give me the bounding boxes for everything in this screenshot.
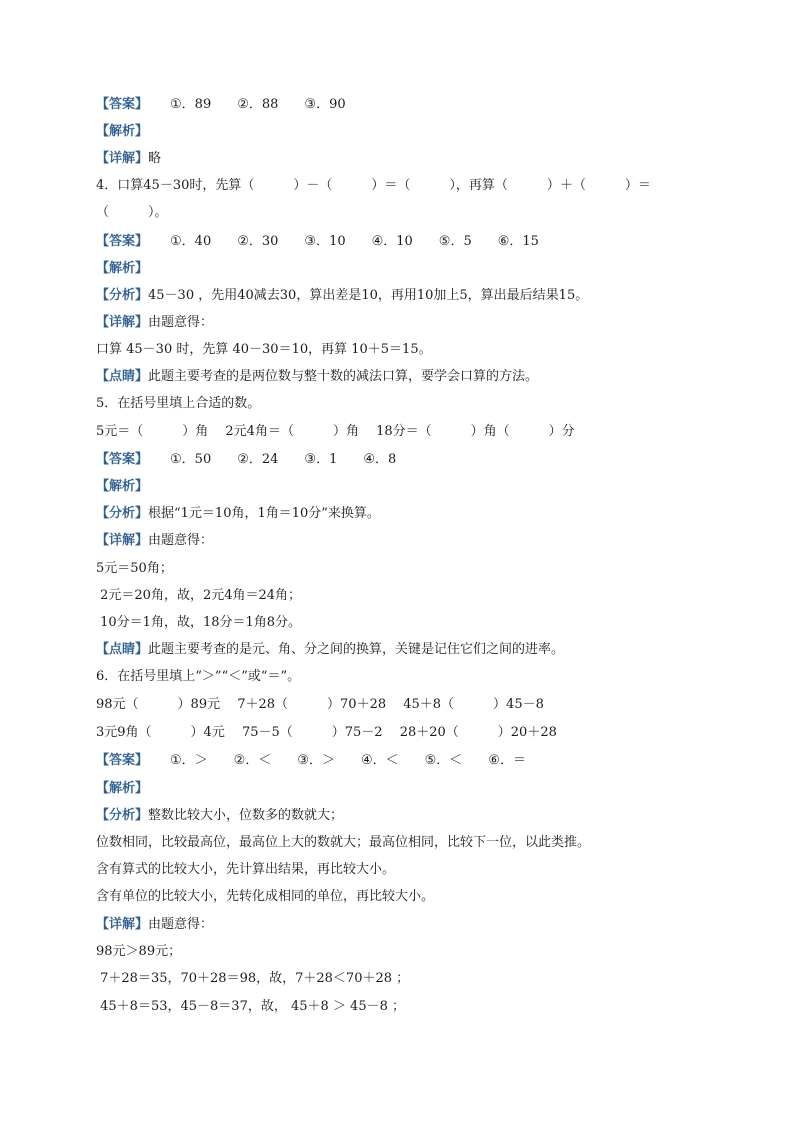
- analysis-text-line: [0, 856, 794, 883]
- analysis-line: [0, 282, 794, 309]
- detail-text: 10分＝1角，故，18分＝1角8分。: [96, 615, 302, 630]
- detail-tag: 【详解】: [96, 533, 149, 548]
- detail-line: [0, 527, 794, 554]
- analysis-tag: 【解析】: [96, 124, 149, 139]
- detail-tag: 【详解】: [96, 917, 149, 932]
- question-5-items: [0, 418, 794, 445]
- analysis-text: 45－30 ，先用40减去30，算出差是10，再用10加上5，算出最后结果15。: [148, 288, 589, 303]
- answer-text: ①．＞ ②．＜ ③．＞ ④．＜ ⑤．＜ ⑥．＝: [170, 753, 526, 768]
- analysis-tag: 【分析】: [96, 288, 149, 303]
- detail-text-line: [0, 582, 794, 609]
- answer-tag: 【答案】: [96, 234, 149, 249]
- detail-text: 略: [148, 151, 162, 166]
- comment-text: 此题主要考查的是两位数与整十数的减法口算，要学会口算的方法。: [148, 369, 539, 384]
- question-text: 98元（ ）89元 7＋28（ ）70＋28 45＋8（ ）45－8: [96, 697, 544, 712]
- detail-text-line: [0, 965, 794, 992]
- analysis-text: 含有算式的比较大小，先计算出结果，再比较大小。: [96, 862, 396, 877]
- question-text: 5．在括号里填上合适的数。: [96, 396, 261, 411]
- detail-text: 由题意得：: [148, 917, 214, 932]
- detail-text: 2元＝20角，故，2元4角＝24角；: [96, 588, 302, 603]
- comment-tag: 【点睛】: [96, 369, 149, 384]
- answer-tag: 【答案】: [96, 753, 149, 768]
- analysis-text: 整数比较大小，位数多的数就大；: [148, 808, 344, 823]
- comment-line: [0, 363, 794, 390]
- question-6-row-2: [0, 719, 794, 746]
- answer-line: [0, 91, 794, 118]
- answer-line: [0, 446, 794, 473]
- analysis-line: [0, 118, 794, 145]
- question-5: [0, 390, 794, 417]
- analysis-tag: 【解析】: [96, 781, 149, 796]
- analysis-text-line: [0, 883, 794, 910]
- analysis-line: [0, 473, 794, 500]
- analysis-tag: 【分析】: [96, 506, 149, 521]
- detail-text: 由题意得：: [148, 533, 214, 548]
- detail-text: 口算 45－30 时，先算 40－30＝10，再算 10＋5＝15。: [96, 342, 432, 357]
- question-text: 4．口算45－30时，先算（ ）－（ ）＝（ ），再算（ ）＋（ ）＝: [96, 178, 651, 193]
- comment-line: [0, 636, 794, 663]
- detail-text: 7＋28＝35，70＋28＝98，故，7＋28＜70＋28 ；: [96, 971, 410, 986]
- detail-line: [0, 145, 794, 172]
- answer-line: [0, 747, 794, 774]
- answer-tag: 【答案】: [96, 97, 149, 112]
- analysis-text: 根据“1元＝10角，1角＝10分”来换算。: [148, 506, 380, 521]
- analysis-line: [0, 775, 794, 802]
- detail-tag: 【详解】: [96, 315, 149, 330]
- analysis-line: [0, 500, 794, 527]
- detail-text: 5元＝50角；: [96, 561, 173, 576]
- question-text: 6．在括号里填上“＞”“＜”或“＝”。: [96, 669, 301, 684]
- detail-line: [0, 911, 794, 938]
- question-6-row-1: [0, 691, 794, 718]
- question-text: 3元9角（ ）4元 75－5（ ）75－2 28＋20（ ）20＋28: [96, 725, 557, 740]
- detail-text: 由题意得：: [148, 315, 214, 330]
- analysis-text-line: [0, 829, 794, 856]
- answer-line: [0, 228, 794, 255]
- question-text: （ ）。: [96, 205, 168, 220]
- analysis-text: 含有单位的比较大小，先转化成相同的单位，再比较大小。: [96, 889, 435, 904]
- detail-text-line: [0, 938, 794, 965]
- analysis-text: 位数相同，比较最高位，最高位上大的数就大；最高位相同，比较下一位，以此类推。: [96, 835, 591, 850]
- detail-tag: 【详解】: [96, 151, 149, 166]
- answer-tag: 【答案】: [96, 452, 149, 467]
- detail-text: 98元＞89元；: [96, 944, 182, 959]
- answer-text: ①．40 ②．30 ③．10 ④．10 ⑤．5 ⑥．15: [170, 234, 539, 249]
- detail-text-line: [0, 555, 794, 582]
- analysis-tag: 【解析】: [96, 261, 149, 276]
- analysis-line: [0, 802, 794, 829]
- question-4: [0, 172, 794, 199]
- detail-text: 45＋8＝53，45－8＝37，故， 45＋8 ＞ 45－8 ；: [96, 999, 405, 1014]
- question-4-cont: [0, 199, 794, 226]
- answer-text: ①．50 ②．24 ③．1 ④．8: [170, 452, 397, 467]
- detail-text-line: [0, 993, 794, 1020]
- question-6: [0, 663, 794, 690]
- comment-tag: 【点睛】: [96, 642, 149, 657]
- detail-text-line: [0, 609, 794, 636]
- analysis-line: [0, 255, 794, 282]
- analysis-tag: 【解析】: [96, 479, 149, 494]
- detail-text-line: [0, 336, 794, 363]
- detail-line: [0, 309, 794, 336]
- comment-text: 此题主要考查的是元、角、分之间的换算，关键是记住它们之间的进率。: [148, 642, 565, 657]
- answer-text: ①．89 ②．88 ③．90: [170, 97, 346, 112]
- analysis-tag: 【分析】: [96, 808, 149, 823]
- question-text: 5元＝（ ）角 2元4角＝（ ）角 18分＝（ ）角（ ）分: [96, 424, 575, 439]
